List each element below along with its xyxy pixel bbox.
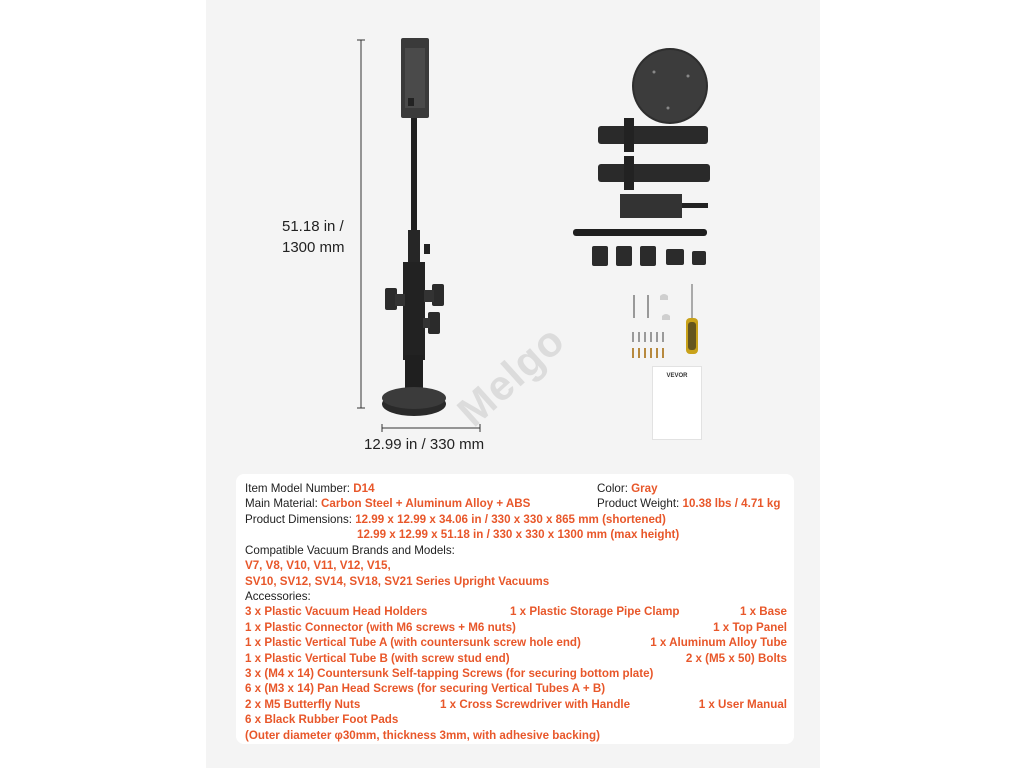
material-row [245, 496, 530, 511]
weight-value: 10.38 lbs / 4.71 kg [682, 497, 781, 510]
accessory-item: 6 x (M3 x 14) Pan Head Screws (for securing Vertical Tubes A + B) [245, 682, 606, 695]
accessory-item: 6 x Black Rubber Foot Pads [245, 713, 399, 726]
accessory-item: 1 x Aluminum Alloy Tube [650, 636, 787, 649]
assembled-stand [382, 38, 446, 416]
dimensions-value-1: 12.99 x 12.99 x 34.06 in / 330 x 330 x 865 mm (shortened) [355, 513, 666, 526]
accessory-item: 2 x (M5 x 50) Bolts [685, 652, 787, 665]
width-dimension-label: 12.99 in / 330 mm [364, 436, 485, 453]
screws-and-bolts [632, 294, 670, 358]
color-value: Gray [631, 482, 658, 495]
dimensions-value-2: 12.99 x 12.99 x 51.18 in / 330 x 330 x 1300 mm (max height) [357, 528, 680, 541]
accessory-item: 1 x User Manual [698, 698, 787, 711]
accessory-item: 1 x Plastic Vertical Tube B (with screw stud end) [245, 652, 510, 665]
height-dimension-label [282, 216, 345, 258]
height-line-1: 51.18 in / [282, 218, 344, 235]
top-panel-part [620, 194, 708, 218]
accessory-item: 1 x Plastic Storage Pipe Clamp [510, 605, 680, 618]
color-label: Color: [597, 482, 632, 495]
accessory-item: 1 x Base [739, 605, 787, 618]
aluminum-tube-part [573, 229, 707, 236]
model-row [245, 481, 375, 496]
manual-brand-logo: VEVOR [666, 373, 688, 379]
model-value: D14 [353, 482, 375, 495]
accessory-item: 3 x Plastic Vacuum Head Holders [245, 605, 428, 618]
accessory-item: 1 x Cross Screwdriver with Handle [440, 698, 631, 711]
height-dimension-line [357, 40, 365, 408]
dimensions-row [245, 512, 666, 527]
user-manual-part [652, 366, 702, 440]
height-line-2: 1300 mm [282, 239, 345, 256]
vertical-tube-a-part [598, 118, 708, 152]
accessory-item: 2 x M5 Butterfly Nuts [245, 698, 361, 711]
accessory-item: (Outer diameter φ30mm, thickness 3mm, with adhesive backing) [245, 729, 600, 742]
accessory-item: 1 x Plastic Connector (with M6 screws + M6 nuts) [245, 621, 516, 634]
accessory-item: 1 x Top Panel [713, 621, 787, 634]
weight-row [597, 496, 780, 511]
vertical-tube-b-part [598, 156, 710, 190]
material-value: Carbon Steel + Aluminum Alloy + ABS [321, 497, 531, 510]
accessory-item: 1 x Plastic Vertical Tube A (with countersunk screw hole end) [245, 636, 581, 649]
watermark-text: Melgo [448, 315, 574, 436]
compatible-models-2: SV10, SV12, SV14, SV18, SV21 Series Upright Vacuums [245, 575, 550, 588]
weight-label: Product Weight: [597, 497, 683, 510]
compatible-models-1: V7, V8, V10, V11, V12, V15, [245, 559, 391, 572]
compatible-label: Compatible Vacuum Brands and Models: [245, 544, 455, 557]
model-label: Item Model Number: [245, 482, 354, 495]
color-row [597, 481, 658, 496]
accessories-label: Accessories: [245, 590, 311, 603]
accessory-item: 3 x (M4 x 14) Countersunk Self-tapping Screws (for securing bottom plate) [245, 667, 654, 680]
dimensions-row-2 [357, 527, 679, 542]
width-dimension-line [382, 424, 480, 432]
material-label: Main Material: [245, 497, 322, 510]
vacuum-head-holders [592, 246, 706, 266]
dimensions-label: Product Dimensions: [245, 513, 356, 526]
screwdriver-part [686, 284, 698, 354]
base-plate-part [632, 48, 708, 124]
